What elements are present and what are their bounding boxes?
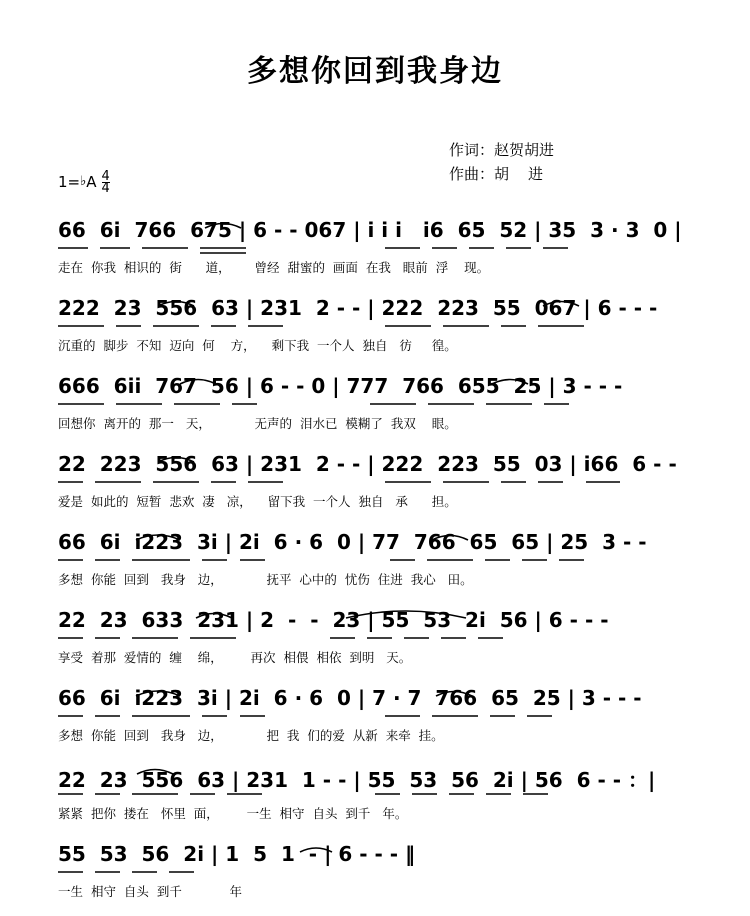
note-row: 22 23 633 231 | 2 - - 23 | 55 53 2i 56 | 6 - - -	[58, 608, 609, 632]
lyric-row: 多想 你能 回到 我身 边， 把 我 们的爱 从新 来牵 挂。	[58, 728, 444, 743]
music-system	[58, 686, 698, 760]
music-system	[58, 296, 698, 370]
note-row: 66 6i 766 675 | 6 - - 067 | i i i i6 65 52 | 35 3 · 3 0 |	[58, 218, 682, 242]
flat-symbol: ♭	[80, 174, 87, 189]
music-system	[58, 452, 698, 526]
page-title: 多想你回到我身边	[247, 54, 503, 89]
note-row: 22 223 556 63 | 231 2 - - | 222 223 55 03 | i66 6 - -	[58, 452, 677, 476]
time-signature: $\frac{4}{4}$	[101, 169, 110, 196]
note-row: 22 23 556 63 | 231 1 - - | 55 53 56 2i | 56 6 - - ：|	[58, 768, 656, 792]
composer-line: 作曲：胡 进	[448, 165, 544, 183]
lyric-row: 享受 着那 爱情的 缠 绵， 再次 相偎 相依 到明 天。	[58, 650, 412, 665]
note-row: 66 6i i223 3i | 2i 6 · 6 0 | 77 766 65 65 | 25 3 - -	[58, 530, 647, 554]
key-time-signature	[58, 169, 110, 196]
music-system	[58, 530, 698, 604]
music-system	[58, 842, 698, 916]
lyric-row: 一生 相守 自头 到千 年	[58, 884, 243, 899]
note-row: 66 6i i223 3i | 2i 6 · 6 0 | 7 · 7 766 65 25 | 3 - - -	[58, 686, 642, 710]
key-letter: A	[86, 172, 97, 191]
note-row: 666 6ii 767 56 | 6 - - 0 | 777 766 655 25 | 3 - - -	[58, 374, 623, 398]
music-system	[58, 764, 698, 838]
music-system	[58, 608, 698, 682]
note-row: 222 23 556 63 | 231 2 - - | 222 223 55 067 | 6 - - -	[58, 296, 658, 320]
lyric-row: 多想 你能 回到 我身 边， 抚平 心中的 忧伤 住进 我心 田。	[58, 572, 473, 587]
lyric-row: 爱是 如此的 短暂 悲欢 凄 凉， 留下我 一个人 独自 承 担。	[58, 494, 457, 509]
key-label: 1=	[58, 172, 81, 191]
credits-block	[449, 138, 554, 186]
lyric-row: 紧紧 把你 搂在 怀里 面， 一生 相守 自头 到千 年。	[58, 806, 408, 821]
sheet-music-page	[0, 46, 750, 899]
note-row: 55 53 56 2i | 1 5 1 - | 6 - - - ‖	[58, 842, 416, 866]
music-system	[58, 374, 698, 448]
lyric-row: 走在 你我 相识的 街 道， 曾经 甜蜜的 画面 在我 眼前 浮 现。	[58, 260, 490, 275]
lyric-row: 沉重的 脚步 不知 迈向 何 方， 剩下我 一个人 独自 彷 徨。	[58, 338, 457, 353]
music-system	[58, 218, 698, 292]
lyric-row: 回想你 离开的 那一 天， 无声的 泪水已 模糊了 我双 眼。	[58, 416, 457, 431]
lyricist-line: 作词：赵贺胡进	[448, 141, 554, 159]
